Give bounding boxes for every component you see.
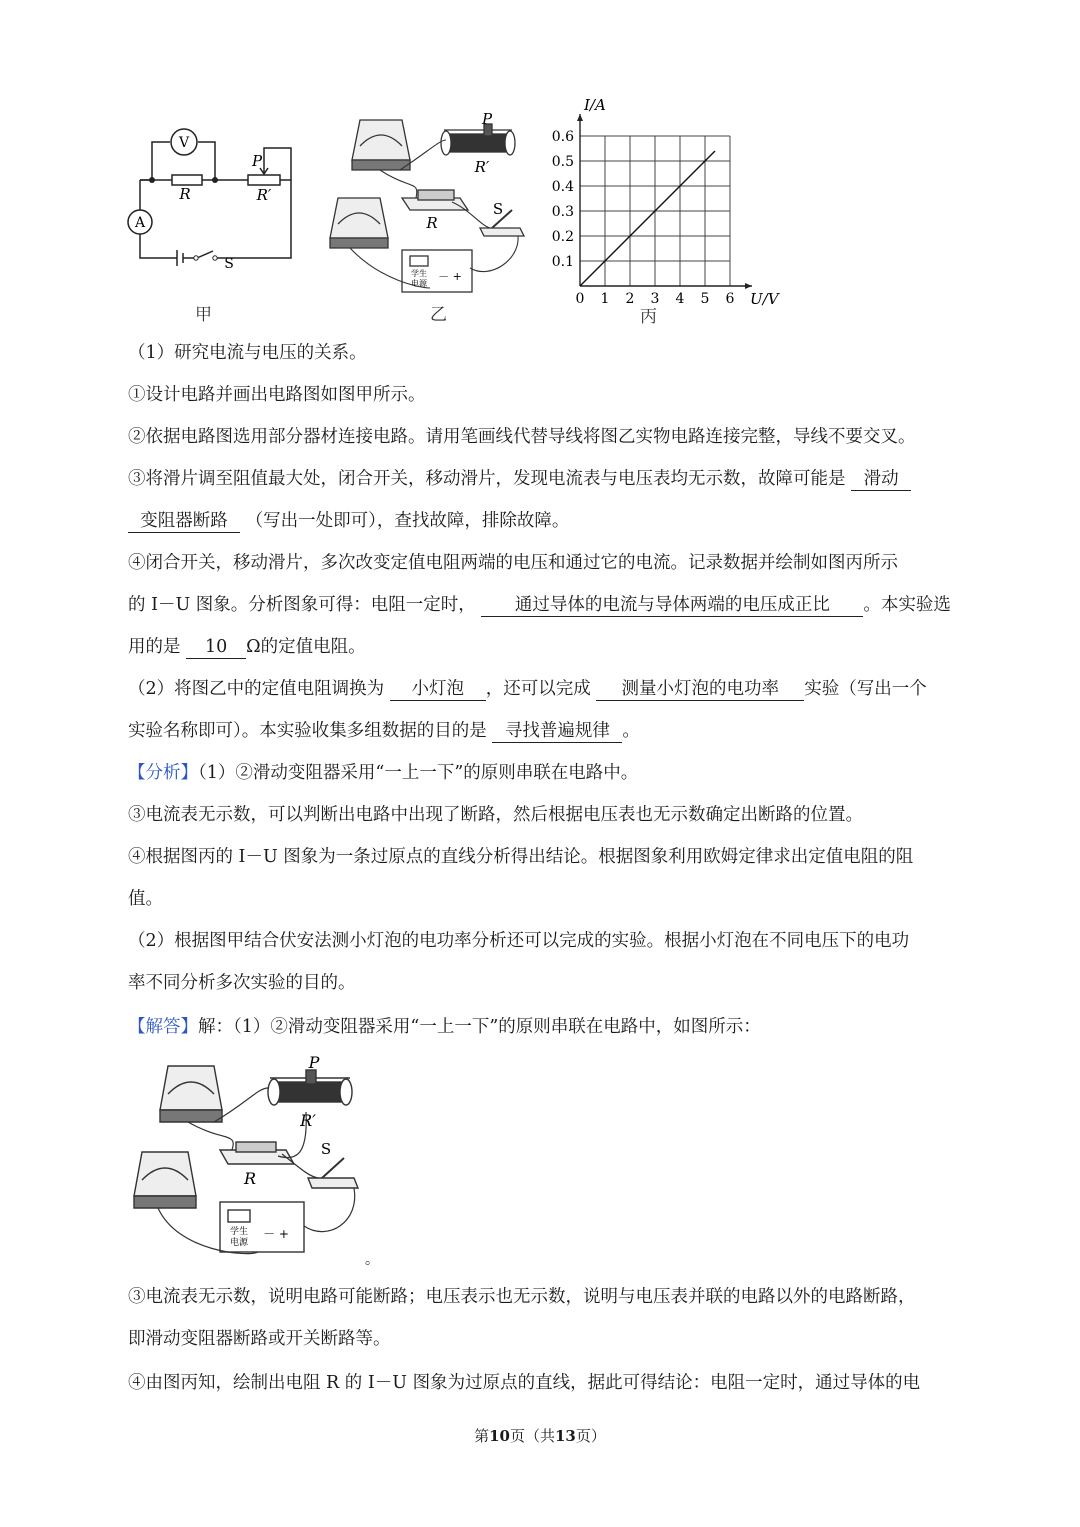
caption-bing: 丙 [640,307,657,327]
answer-circuit-figure [128,1052,388,1267]
analysis-line6: 率不同分析多次实验的目的。 [128,973,356,993]
rheostat-label: R′ [256,186,272,204]
answer-blank-resistance: 10 [186,636,246,659]
x-tick-label: 0 [575,291,585,307]
voltmeter-symbol: V [178,135,190,151]
analysis-line5: （2）根据图甲结合伏安法测小灯泡的电功率分析还可以完成的实验。根据小灯泡在不同电压下的电功 [128,931,910,951]
answer-line4: ④由图丙知，绘制出电阻 R 的 I－U 图象为过原点的直线，据此可得结论：电阻一定时，通过导体的电 [128,1373,921,1393]
x-tick-label: 3 [650,291,660,307]
page-footer [0,1425,1080,1446]
x-axis-arrow [745,283,752,289]
analysis-text1: （1）②滑动变阻器采用“一上一下”的原则串联在电路中。 [198,763,639,783]
answer-text1: 解：（1）②滑动变阻器采用“一上一下”的原则串联在电路中，如图所示： [198,1017,761,1037]
answer-blank-conclusion: 通过导体的电流与导体两端的电压成正比 [481,594,863,617]
iu-chart-bing [545,96,785,320]
q1-step2: ②依据电路图选用部分器材连接电路。请用笔画线代替导线将图乙实物电路连接完整，导线不要交叉。 [128,427,916,447]
y-tick-label: 0.1 [551,254,574,270]
answer-blank-bulb: 小灯泡 [390,678,486,701]
ans-resistor-label: R [243,1169,257,1188]
q1-step4-line3 [128,626,980,668]
answer-blank-fault-b: 变阻器断路 [128,510,240,533]
q1-step3-line1 [128,458,980,500]
yi-power-label-1: 学生 [411,269,427,278]
q2-text5: 。 [622,721,640,741]
y-tick-label: 0.2 [551,229,574,245]
ans-power-label-1: 学生 [229,1227,249,1237]
physical-circuit-yi [320,110,530,300]
q1-step3-text: ③将滑片调至阻值最大处，闭合开关，移动滑片，发现电流表与电压表均无示数，故障可能是 [128,469,846,489]
x-tick-label: 2 [625,291,635,307]
q2-text4: 实验名称即可）。本实验收集多组数据的目的是 [128,721,487,741]
yi-rheostat-label: R′ [474,158,490,176]
answer-blank-purpose: 寻找普遍规律 [492,720,622,743]
yi-resistor-label: R [426,214,438,232]
x-tick-label: 6 [725,291,735,307]
q2-line1 [128,668,980,710]
footer-page-number: 10 [489,1427,510,1445]
q1-step3-tail: （写出一处即可），查找故障，排除故障。 [245,511,570,531]
analysis-line3: ④根据图丙的 I－U 图象为一条过原点的直线分析得出结论。根据图象利用欧姆定律求出定值电阻的阻 [128,847,914,867]
yi-switch-label: S [492,200,504,218]
footer-total-pages: 13 [555,1427,576,1445]
analysis-line1 [128,752,980,794]
y-axis-label: I/A [584,96,606,114]
footer-prefix: 第 [474,1427,490,1445]
q2-text3: 实验（写出一个 [804,679,927,699]
footer-mid: 页（共 [509,1427,555,1445]
y-tick-label: 0.5 [551,154,574,170]
y-tick-label: 0.6 [551,129,574,145]
q2-line2 [128,710,980,752]
q1-step3-line2 [128,500,980,542]
answer-blank-experiment: 测量小灯泡的电功率 [596,678,804,701]
caption-jia: 甲 [195,305,212,325]
switch-label: S [224,256,234,272]
y-axis-arrow [577,114,583,121]
q1-step4-text2: 用的是 [128,637,181,657]
data-line [580,151,715,286]
q1-step1: ①设计电路并画出电路图如图甲所示。 [128,385,426,405]
answer-blank-fault-a: 滑动 [851,468,911,491]
analysis-line2: ③电流表无示数，可以判断出电路中出现了断路，然后根据电压表也无示数确定出断路的位置。 [128,805,863,825]
yi-power-label-2: 电源 [411,279,427,288]
q2-text2: ，还可以完成 [485,679,591,699]
caption-yi: 乙 [430,305,447,325]
answer-tag: 【解答】 [128,1017,198,1037]
q2-text1: （2）将图乙中的定值电阻调换为 [128,679,385,699]
answer-figure-period: 。 [365,1252,379,1268]
q1-step4-line1: ④闭合开关，移动滑片，多次改变定值电阻两端的电压和通过它的电流。记录数据并绘制如图丙所示 [128,553,898,573]
y-tick-label: 0.4 [551,179,574,195]
q1-step4-tail: 。本实验选 [863,595,951,615]
x-axis-label: U/V [750,290,779,308]
analysis-line4: 值。 [128,889,163,909]
answer-line3: 即滑动变阻器断路或开关断路等。 [128,1329,391,1349]
ans-power-label-2: 电源 [229,1238,249,1248]
x-tick-label: 5 [700,291,710,307]
yi-slider-label: P [481,110,493,128]
ans-switch-label: S [320,1140,332,1158]
ans-rheostat-label: R′ [300,1111,316,1130]
q1-step4-line2 [128,584,980,626]
answer-line1 [128,1006,980,1048]
resistor-label: R [179,185,191,203]
ammeter-symbol: A [134,215,146,231]
analysis-tag: 【分析】 [128,763,198,783]
q1-title: （1）研究电流与电压的关系。 [128,343,367,363]
circuit-diagram-jia [125,122,305,282]
x-tick-label: 1 [600,291,610,307]
footer-suffix: 页） [575,1427,606,1445]
yi-power-terminals: － + [438,270,462,283]
q1-step4-text: 的 I－U 图象。分析图象可得：电阻一定时， [128,595,476,615]
slider-label: P [251,152,263,170]
y-tick-label: 0.3 [551,204,574,220]
ans-slider-label: P [308,1053,320,1072]
x-tick-label: 4 [675,291,685,307]
q1-step4-unit: Ω的定值电阻。 [246,637,366,657]
answer-line2: ③电流表无示数，说明电路可能断路；电压表示也无示数，说明与电压表并联的电路以外的电路断路， [128,1287,916,1307]
ans-power-terminals: － + [263,1227,289,1241]
